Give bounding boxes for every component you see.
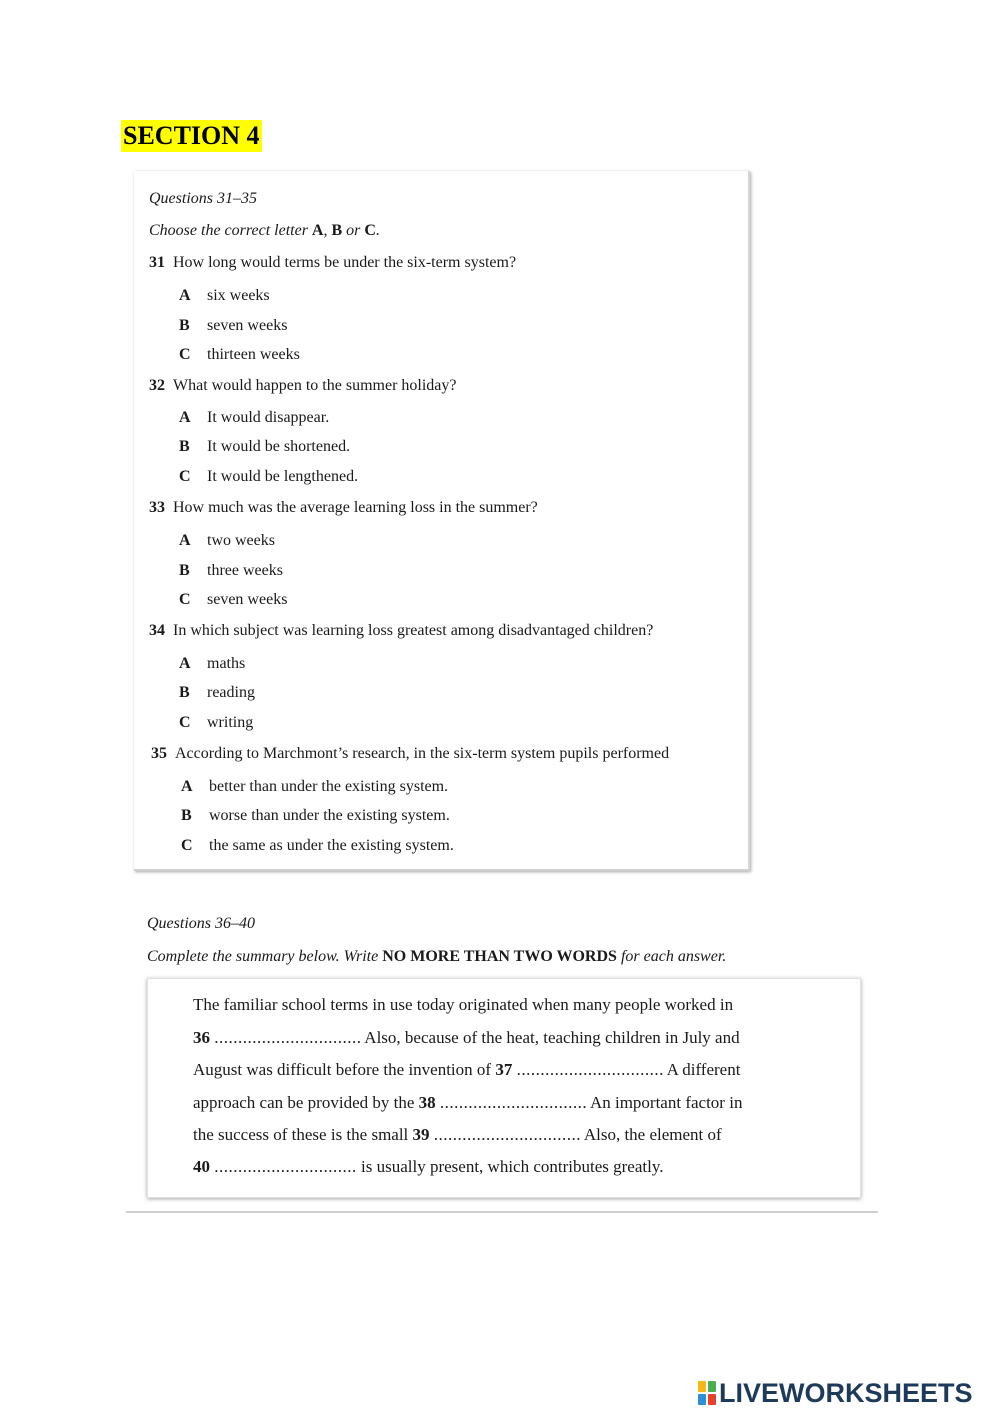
option-letter: B	[179, 684, 190, 701]
instruction-text: Choose the correct letter	[149, 222, 312, 239]
question-34	[149, 622, 653, 640]
summary-text: the success of these is the small	[193, 1125, 413, 1144]
option-letter: A	[181, 778, 193, 795]
option-letter: C	[179, 346, 191, 363]
liveworksheets-logo[interactable]	[698, 1378, 973, 1408]
instruction-emphasis: NO MORE THAN TWO WORDS	[382, 948, 617, 965]
option-text: worse than under the existing system.	[209, 807, 450, 824]
question-number: 31	[149, 254, 165, 271]
option-text: seven weeks	[207, 317, 288, 334]
summary-line-5	[193, 1125, 722, 1145]
summary-text: . An important factor in	[582, 1093, 743, 1112]
logo-icon	[698, 1381, 716, 1405]
question-32	[149, 377, 456, 395]
q35-option-a[interactable]	[181, 778, 448, 796]
question-text: What would happen to the summer holiday?	[173, 377, 457, 394]
gap-number-36: 36	[193, 1028, 210, 1047]
q32-option-c[interactable]	[179, 468, 358, 486]
gap-number-39: 39	[412, 1125, 430, 1144]
instruction-text: Complete the summary below. Write	[147, 948, 383, 965]
instruction-letter-c: C	[364, 222, 376, 239]
question-text: How much was the average learning loss in the summer?	[173, 499, 538, 516]
q34-option-c[interactable]	[179, 714, 253, 732]
option-letter: B	[181, 807, 192, 824]
instruction-or: or	[342, 222, 365, 239]
question-number: 33	[149, 499, 165, 516]
option-text: the same as under the existing system.	[209, 837, 454, 854]
summary-line-2	[193, 1028, 740, 1048]
answer-blank-39[interactable]: ..............................	[433, 1125, 577, 1144]
q32-option-b[interactable]	[179, 438, 350, 456]
logo-square-red	[708, 1394, 716, 1405]
summary-text: . Also, the element of	[576, 1125, 722, 1144]
part1-header: Questions 31–35	[149, 190, 257, 207]
option-letter: A	[179, 532, 191, 549]
summary-box	[147, 978, 861, 1198]
option-letter: B	[179, 562, 190, 579]
answer-blank-37[interactable]: ..............................	[516, 1060, 660, 1079]
option-text: seven weeks	[207, 591, 288, 608]
answer-blank-40[interactable]: ..............................	[214, 1157, 357, 1176]
option-text: three weeks	[207, 562, 283, 579]
question-31	[149, 254, 516, 272]
option-letter: A	[179, 655, 191, 672]
summary-text: . A different	[659, 1060, 741, 1079]
question-number: 34	[149, 622, 165, 639]
option-letter: A	[179, 409, 191, 426]
option-letter: B	[179, 438, 190, 455]
option-letter: C	[179, 714, 191, 731]
summary-line-6	[193, 1157, 663, 1177]
option-text: better than under the existing system.	[209, 778, 449, 795]
summary-text: approach can be provided by the	[193, 1093, 419, 1112]
logo-square-blue	[698, 1394, 706, 1405]
question-number: 35	[151, 745, 167, 762]
part2-instruction	[147, 948, 726, 966]
option-letter: C	[179, 468, 191, 485]
question-text: How long would terms be under the six-term system?	[173, 254, 517, 271]
q31-option-a[interactable]	[179, 287, 270, 305]
option-text: thirteen weeks	[207, 346, 300, 363]
summary-text: is usually present, which contributes greatly.	[356, 1157, 664, 1176]
question-text: In which subject was learning loss greatest among disadvantaged children?	[173, 622, 654, 639]
q31-option-c[interactable]	[179, 346, 300, 364]
answer-blank-38[interactable]: ..............................	[439, 1093, 583, 1112]
q35-option-b[interactable]	[181, 807, 450, 825]
summary-text: . Also, because of the heat, teaching children in July and	[356, 1028, 740, 1047]
question-33	[149, 499, 538, 517]
option-letter: C	[179, 591, 191, 608]
option-letter: C	[181, 837, 193, 854]
part2-header: Questions 36–40	[147, 915, 255, 932]
q32-option-a[interactable]	[179, 409, 329, 427]
option-text: maths	[207, 655, 246, 672]
summary-line-1	[193, 995, 733, 1015]
question-35	[151, 745, 669, 763]
option-text: It would be shortened.	[207, 438, 351, 455]
gap-number-37: 37	[495, 1060, 513, 1079]
q33-option-c[interactable]	[179, 591, 287, 609]
summary-text: The familiar school terms in use today originated when many people worked in	[193, 995, 734, 1014]
option-text: It would be lengthened.	[207, 468, 359, 485]
questions-31-35-panel	[134, 171, 750, 871]
option-letter: A	[179, 287, 191, 304]
q34-option-a[interactable]	[179, 655, 245, 673]
q33-option-a[interactable]	[179, 532, 275, 550]
option-letter: B	[179, 317, 190, 334]
question-number: 32	[149, 377, 165, 394]
summary-text: August was difficult before the invention of	[193, 1060, 496, 1079]
answer-blank-36[interactable]: ..............................	[214, 1028, 357, 1047]
option-text: It would disappear.	[207, 409, 330, 426]
q33-option-b[interactable]	[179, 562, 283, 580]
question-text: According to Marchmont’s research, in the six-term system pupils performed	[175, 745, 670, 762]
part1-instruction	[149, 222, 380, 240]
section-title: SECTION 4	[123, 121, 260, 150]
logo-square-yellow	[698, 1381, 706, 1392]
option-text: writing	[207, 714, 254, 731]
instruction-period: .	[375, 222, 380, 239]
q35-option-c[interactable]	[181, 837, 454, 855]
summary-line-3	[193, 1060, 740, 1080]
instruction-comma: ,	[323, 222, 332, 239]
option-text: reading	[207, 684, 255, 701]
q34-option-b[interactable]	[179, 684, 255, 702]
gap-number-38: 38	[418, 1093, 436, 1112]
logo-text: LIVEWORKSHEETS	[719, 1377, 973, 1408]
option-text: six weeks	[207, 287, 270, 304]
instruction-suffix: for each answer.	[616, 948, 727, 965]
instruction-letter-b: B	[331, 222, 343, 239]
option-text: two weeks	[207, 532, 275, 549]
gap-number-40: 40	[193, 1157, 210, 1176]
summary-line-4	[193, 1093, 742, 1113]
q31-option-b[interactable]	[179, 317, 287, 335]
instruction-letter-a: A	[311, 222, 324, 239]
logo-square-green	[708, 1381, 716, 1392]
